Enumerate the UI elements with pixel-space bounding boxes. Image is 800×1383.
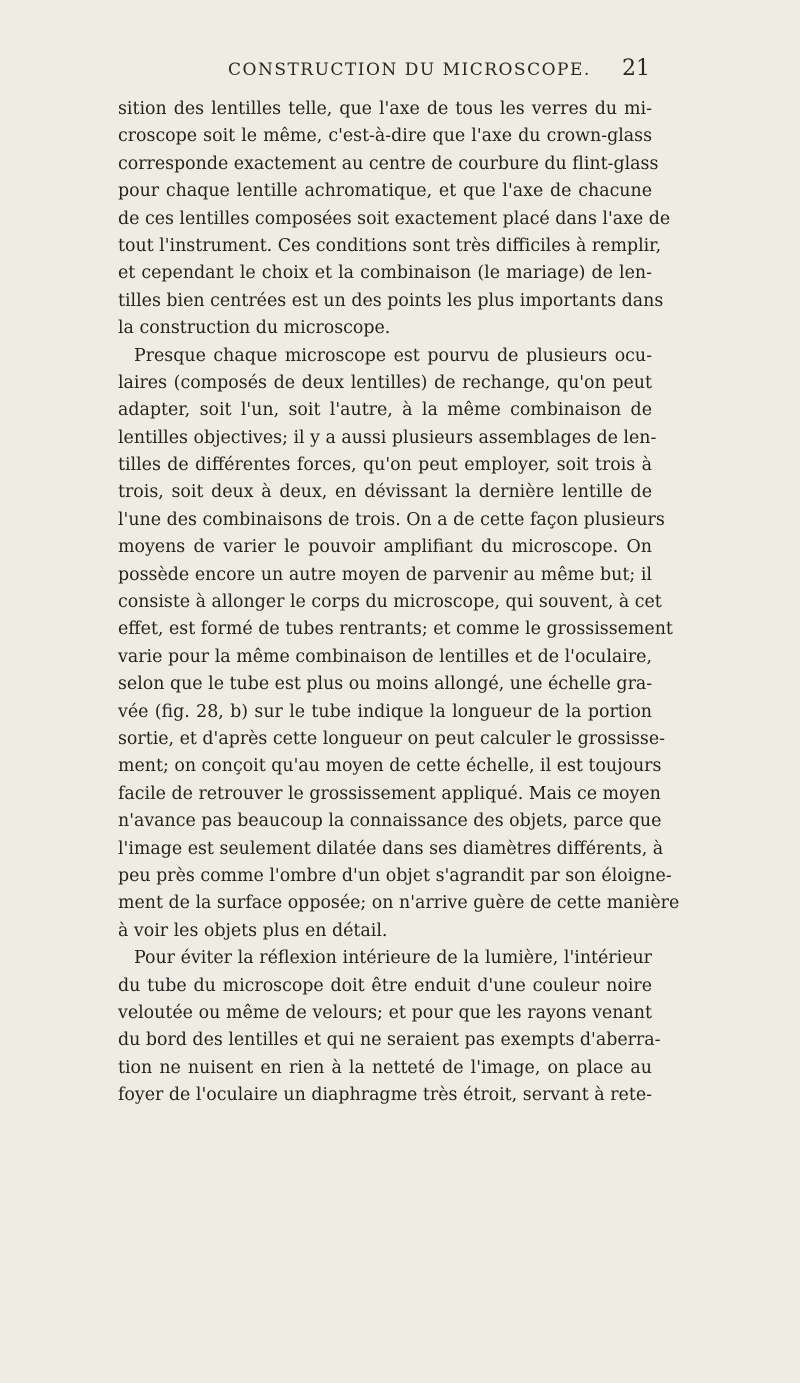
text-line: sortie, et d'après cette longueur on peut calculer le grossisse-	[118, 728, 665, 749]
paragraph-1	[118, 96, 671, 343]
text-line: varie pour la même combinaison de lentilles et de l'oculaire,	[118, 646, 652, 667]
text-line: n'avance pas beaucoup la connaissance des objets, parce que	[118, 811, 662, 832]
text-line: sition des lentilles telle, que l'axe de tous les verres du mi-	[118, 99, 652, 119]
text-line: peu près comme l'ombre d'un objet s'agrandit par son éloigne-	[118, 865, 672, 886]
text-line: l'image est seulement dilatée dans ses diamètres différents, à	[118, 838, 664, 859]
text-line: tion ne nuisent en rien à la netteté de l'image, on place au	[118, 1057, 652, 1078]
text-line: lentilles objectives; il y a aussi plusieurs assemblages de len-	[118, 427, 657, 448]
text-line: corresponde exactement au centre de courbure du flint-glass	[118, 153, 659, 174]
text-line: l'une des combinaisons de trois. On a de cette façon plusieurs	[118, 509, 665, 530]
text-line: consiste à allonger le corps du microscope, qui souvent, à cet	[118, 592, 662, 613]
text-line: de ces lentilles composées soit exactement placé dans l'axe de	[118, 208, 671, 229]
text-line: veloutée ou même de velours; et pour que les rayons venant	[118, 1002, 652, 1023]
text-line: Presque chaque microscope est pourvu de plusieurs ocu-	[134, 345, 652, 366]
text-line: la construction du microscope.	[118, 318, 391, 339]
text-line: ment; on conçoit qu'au moyen de cette échelle, il est toujours	[118, 756, 662, 777]
text-line: tout l'instrument. Ces conditions sont très difficiles à remplir,	[118, 235, 662, 256]
text-line: croscope soit le même, c'est-à-dire que l'axe du crown-glass	[118, 126, 652, 147]
text-line: vée (fig. 28, b) sur le tube indique la longueur de la portion	[118, 701, 652, 722]
text-line: Pour éviter la réflexion intérieure de la lumière, l'intérieur	[134, 948, 652, 969]
text-line: possède encore un autre moyen de parvenir au même but; il	[118, 564, 652, 585]
page-number: 21	[622, 56, 650, 81]
text-line: et cependant le choix et la combinaison (le mariage) de len-	[118, 263, 652, 284]
text-line: foyer de l'oculaire un diaphragme très étroit, servant à rete-	[118, 1085, 652, 1106]
body-text	[118, 96, 680, 1109]
text-line: effet, est formé de tubes rentrants; et comme le grossissement	[118, 619, 673, 640]
text-line: facile de retrouver le grossissement appliqué. Mais ce moyen	[118, 783, 661, 804]
text-line: moyens de varier le pouvoir amplifiant du microscope. On	[118, 537, 652, 558]
text-line: laires (composés de deux lentilles) de rechange, qu'on peut	[118, 372, 652, 393]
text-line: tilles bien centrées est un des points les plus importants dans	[118, 290, 664, 311]
paragraph-2	[118, 343, 680, 946]
text-line: ment de la surface opposée; on n'arrive guère de cette manière	[118, 893, 680, 914]
text-line: du bord des lentilles et qui ne seraient pas exempts d'aberra-	[118, 1030, 661, 1051]
page-header	[0, 56, 800, 90]
text-line: à voir les objets plus en détail.	[118, 920, 388, 941]
text-line: tilles de différentes forces, qu'on peut employer, soit trois à	[118, 455, 652, 476]
text-line: trois, soit deux à deux, en dévissant la dernière lentille de	[118, 482, 652, 503]
text-line: du tube du microscope doit être enduit d'une couleur noire	[118, 975, 652, 996]
text-line: selon que le tube est plus ou moins allongé, une échelle gra-	[118, 674, 653, 695]
paragraph-3	[118, 945, 661, 1109]
text-line: pour chaque lentille achromatique, et que l'axe de chacune	[118, 181, 652, 202]
text-line: adapter, soit l'un, soit l'autre, à la même combinaison de	[118, 400, 652, 421]
running-title: CONSTRUCTION DU MICROSCOPE.	[228, 60, 591, 80]
